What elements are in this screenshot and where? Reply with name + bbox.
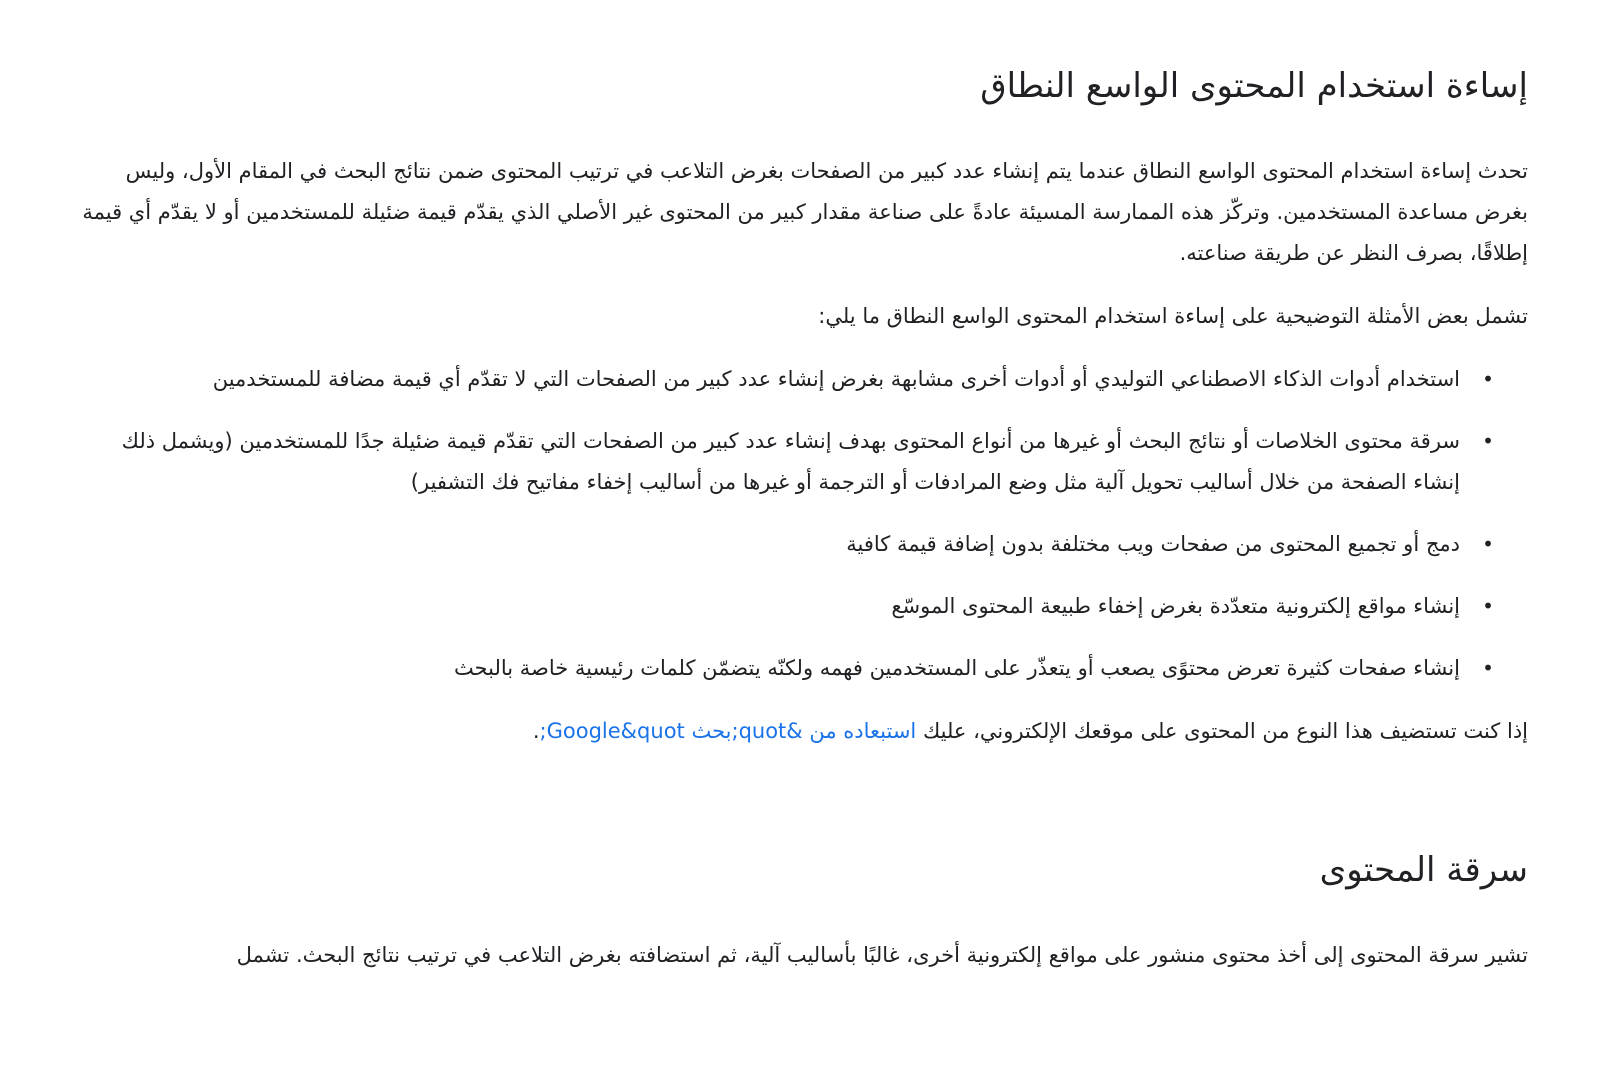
list-item (72, 359, 1494, 400)
bullet-icon: • (1482, 593, 1494, 618)
bullet-icon: • (1482, 531, 1494, 556)
bullet-icon: • (1482, 428, 1494, 453)
list-item-text: سرقة محتوى الخلاصات أو نتائج البحث أو غيرها من أنواع المحتوى بهدف إنشاء عدد كبير من الصفحات التي تقدّم قيمة ضئيلة جدًا للمستخدمين (ويشمل ذلك إنشاء الصفحة من خلال أساليب تحويل آلية مثل وضع المرادفات أو الترجمة أو غيرها من أساليب إخفاء مفاتيح فك التشفير) (121, 428, 1460, 494)
bullet-icon: • (1482, 366, 1494, 391)
article-body (72, 60, 1528, 998)
bullet-icon: • (1482, 655, 1494, 680)
list-item-text: إنشاء صفحات كثيرة تعرض محتوًى يصعب أو يتعذّر على المستخدمين فهمه ولكنّه يتضمّن كلمات رئيسية خاصة بالبحث (453, 655, 1460, 680)
closing-paragraph (72, 711, 1528, 752)
section-intro-paragraph: تحدث إساءة استخدام المحتوى الواسع النطاق عندما يتم إنشاء عدد كبير من الصفحات بغرض التلاعب في ترتيب المحتوى ضمن نتائج البحث في المقام الأول، وليس بغرض مساعدة المستخدمين. وتركّز هذه الممارسة المسيئة عادةً على صناعة مقدار كبير من المحتوى غير الأصلي الذي يقدّم قيمة ضئيلة للمستخدمين أو لا يقدّم أي قيمة إطلاقًا، بصرف النظر عن طريقة صناعته. (82, 158, 1528, 265)
list-item (72, 524, 1494, 565)
scraping-intro-paragraph: تشير سرقة المحتوى إلى أخذ محتوى منشور على مواقع إلكترونية أخرى، غالبًا بأساليب آلية، ثم استضافته بغرض التلاعب في ترتيب نتائج البحث. تشمل (236, 942, 1528, 967)
list-item-text: دمج أو تجميع المحتوى من صفحات ويب مختلفة بدون إضافة قيمة كافية (846, 531, 1460, 556)
list-item (72, 586, 1494, 627)
list-item-text: إنشاء مواقع إلكترونية متعدّدة بغرض إخفاء طبيعة المحتوى الموسّع (891, 593, 1460, 618)
list-item (72, 421, 1494, 503)
examples-lead-paragraph: تشمل بعض الأمثلة التوضيحية على إساءة استخدام المحتوى الواسع النطاق ما يلي: (818, 303, 1528, 328)
closing-text: إذا كنت تستضيف هذا النوع من المحتوى على موقعك الإلكتروني، عليك (922, 718, 1528, 743)
exclude-from-search-link[interactable]: استبعاده من &quot;بحث Google&quot; (539, 718, 917, 743)
section-heading-scaled-content-abuse: إساءة استخدام المحتوى الواسع النطاق (980, 66, 1528, 106)
examples-list (72, 359, 1528, 689)
list-item-text: استخدام أدوات الذكاء الاصطناعي التوليدي أو أدوات أخرى مشابهة بغرض إنشاء عدد كبير من الصفحات التي لا تقدّم أي قيمة مضافة للمستخدمين (212, 366, 1460, 391)
list-item (72, 648, 1494, 689)
closing-punctuation: . (532, 718, 540, 743)
section-heading-scraping: سرقة المحتوى (1319, 849, 1528, 890)
